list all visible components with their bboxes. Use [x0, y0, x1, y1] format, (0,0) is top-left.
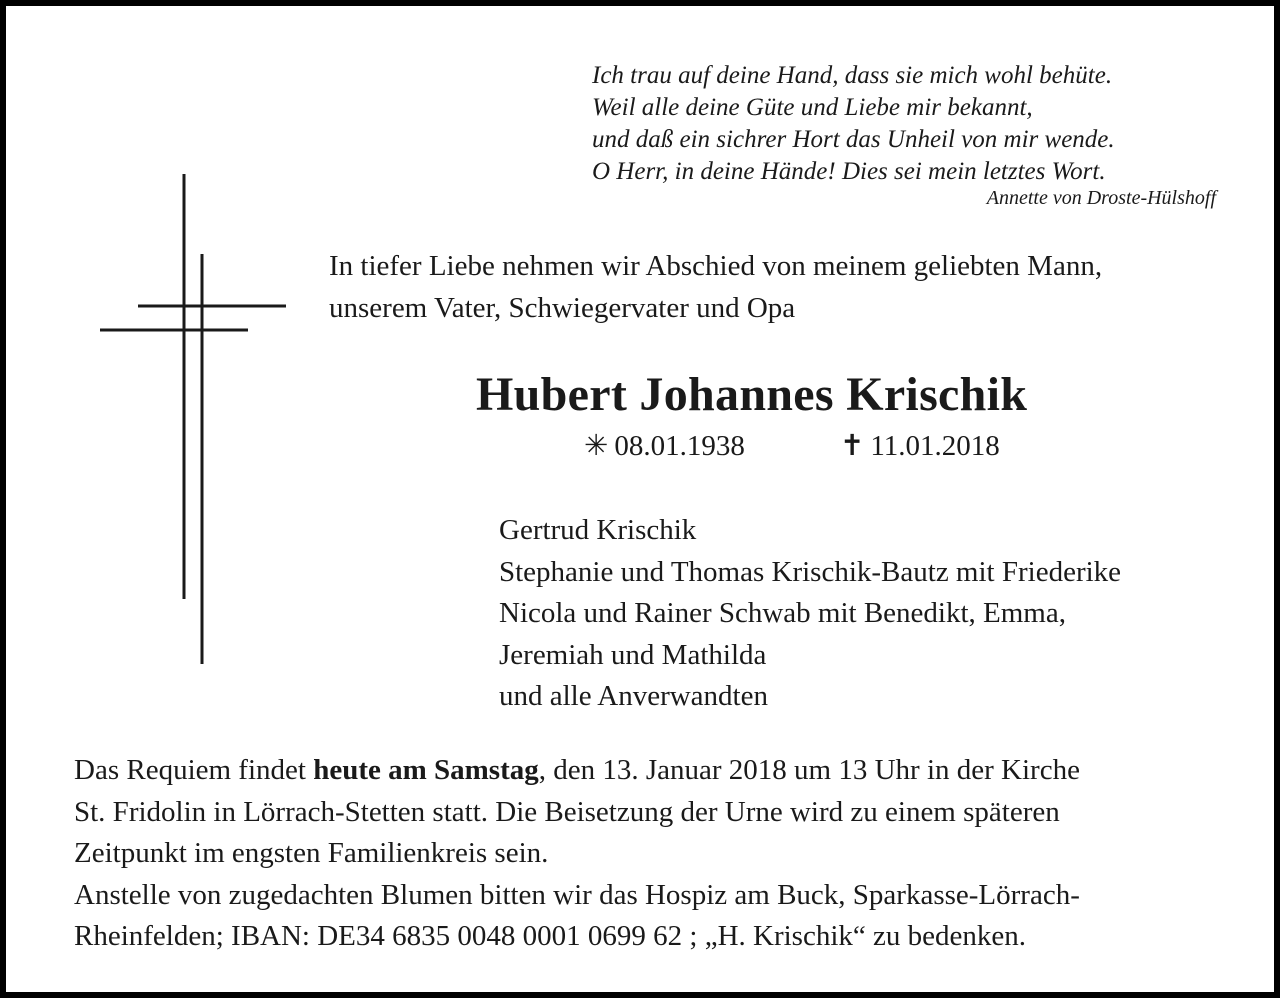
service-line-1	[74, 750, 1244, 792]
service-text: , den 13. Januar 2018 um 13 Uhr in der Kirche	[538, 754, 1080, 786]
farewell-line-2: unserem Vater, Schwiegervater und Opa	[329, 292, 796, 324]
service-line-2: St. Fridolin in Lörrach-Stetten statt. Die Beisetzung der Urne wird zu einem späteren	[74, 795, 1060, 828]
cross-icon	[98, 174, 288, 666]
death-cross-icon: ✝	[840, 430, 865, 462]
mourner-line: Stephanie und Thomas Krischik-Bautz mit Friederike	[499, 555, 1122, 588]
donation-line-2: Rheinfelden; IBAN: DE34 6835 0048 0001 0699 62 ; „H. Krischik“ zu bedenken.	[74, 920, 1026, 952]
poem-line-1: Ich trau auf deine Hand, dass sie mich wohl behüte.	[592, 62, 1113, 89]
birth-date-value: 08.01.1938	[614, 430, 745, 462]
farewell-text	[329, 245, 1259, 329]
service-text: Das Requiem findet	[74, 754, 314, 786]
poem-quote	[592, 60, 1232, 209]
mourner-line: Gertrud Krischik	[499, 514, 697, 546]
service-day-highlight: heute am Samstag	[313, 754, 539, 786]
mourner-line: Jeremiah und Mathilda	[499, 638, 767, 671]
birth-star-icon: ✳	[584, 430, 609, 462]
mourners-list	[499, 510, 1259, 718]
birth-date	[584, 426, 745, 466]
death-date-value: 11.01.2018	[870, 430, 1000, 462]
deceased-name: Hubert Johannes Krischik	[476, 368, 1028, 421]
poem-line-2: Weil alle deine Güte und Liebe mir bekannt,	[592, 94, 1033, 121]
service-line-3: Zeitpunkt im engsten Familienkreis sein.	[74, 837, 549, 869]
death-date	[840, 426, 1000, 466]
poem-author: Annette von Droste-Hülshoff	[986, 187, 1216, 209]
service-info	[74, 750, 1244, 958]
mourner-line: Nicola und Rainer Schwab mit Benedikt, Emma,	[499, 597, 1066, 629]
donation-line-1: Anstelle von zugedachten Blumen bitten wir das Hospiz am Buck, Sparkasse-Lörrach-	[74, 878, 1080, 911]
poem-line-3: und daß ein sichrer Hort das Unheil von mir wende.	[592, 126, 1115, 153]
poem-line-4: O Herr, in deine Hände! Dies sei mein letztes Wort.	[592, 158, 1106, 185]
mourner-line: und alle Anverwandten	[499, 680, 768, 712]
farewell-line-1: In tiefer Liebe nehmen wir Abschied von meinem geliebten Mann,	[329, 250, 1103, 282]
